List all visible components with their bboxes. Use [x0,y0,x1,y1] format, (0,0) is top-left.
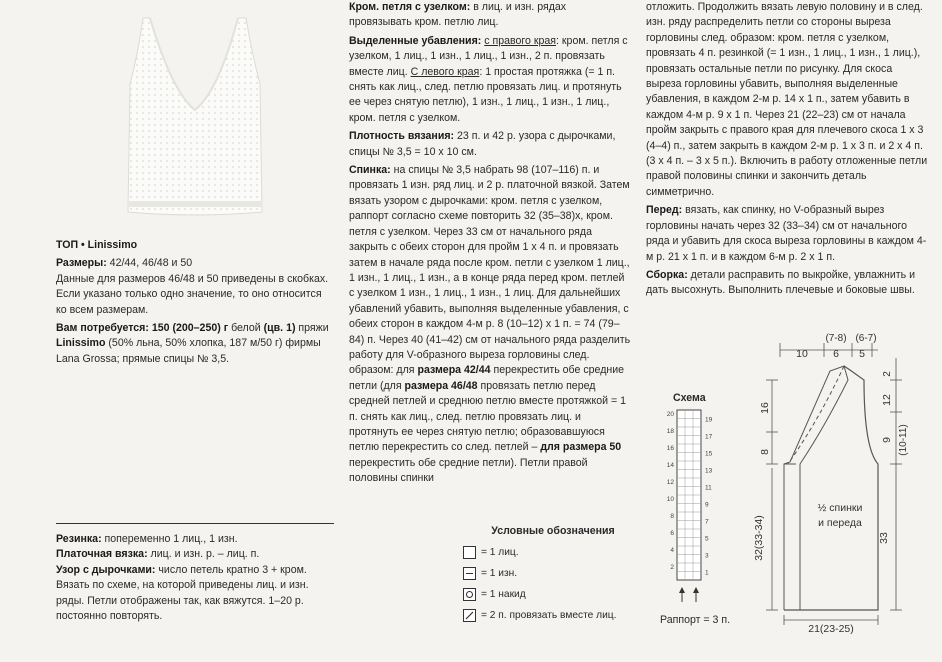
chart-row-number: 11 [705,484,712,492]
back-text-3: провязать петлю перед средней петлей и среднюю петлю вместе протяжкой = 1 п. снять как лиц., след. петлю провязать лиц. и протянуть ее через снятую петлю; образовавшуюся петлю перекрестить со след. петлей – [349,379,627,454]
section-divider [56,523,334,524]
legend-item [463,542,643,563]
materials-column [56,238,334,370]
dim-left-1: 16 [759,402,771,414]
size-2-label: размера 46/48 [404,379,478,392]
gauge-text: 23 п. и 42 р. узора с дырочками, спицы № 3,5 = 10 х 10 см. [349,130,616,158]
sizes-note: Данные для размеров 46/48 и 50 приведены в скобках. Если указано только одно значение, то оно относится ко всем размерам. [56,272,329,316]
stitch-chart [660,405,720,615]
dim-left-3: 32(33-34) [753,515,765,561]
front-label: Перед: [646,204,683,217]
chart-row-number: 18 [666,428,674,435]
chart-row-number: 14 [666,462,674,469]
back-label: Спинка: [349,164,391,177]
back-text-2: перекрестить обе средние петли (для [349,364,625,392]
instructions-column-3 [646,0,930,302]
chart-row-number: 2 [670,564,674,571]
arrow-up-icon [693,587,699,593]
left-edge-label: С левого края [410,65,480,78]
materials-label: Вам потребуется: 150 (200–250) г [56,322,229,335]
dim-left-2: 8 [759,449,771,455]
chart-row-number: 3 [705,552,709,560]
scheme-title: Схема [673,392,706,404]
sizes-value: 42/44, 46/48 и 50 [106,257,193,270]
chart-row-number: 6 [670,530,674,537]
assembly-text: детали расправить по выкройке, увлажнить и дать высохнуть. Выполнить плечевые и боковые швы. [646,268,916,297]
dim-bottom: 21(23-25) [808,623,854,634]
legend-item [463,605,643,626]
chart-row-number: 16 [666,445,674,452]
selvedge-label: Кром. петля с узелком: [349,1,471,13]
rib-text: попеременно 1 лиц., 1 изн. [101,533,238,545]
rib-label: Резинка: [56,533,102,545]
front-text: вязать, как спинку, но V-образный вырез горловины начать через 32 (33–34) см от начального ряда и убавить для скоса выреза горловины в каждом 4-м р. 21 х 1 п. и в каждом 6-м р. 2 х 1 п. [646,204,927,263]
garter-label: Платочная вязка: [56,548,148,561]
color-code: (цв. 1) [263,322,296,335]
body-label-2: и переда [818,517,862,529]
back-text: на спицы № 3,5 набрать 98 (107–116) п. и провязать 1 изн. ряд лиц. и 2 р. платочной вязкой. Затем вязать узором с дырочками: кром. петля с узелком, раппорт согласно схеме повторить 32 (35–38)х, кром. петля с узелком. Через 33 см от начального ряда закрыть с обеих сторон для пройм 1 х 4 п. и провязать затем в начале ряда после кром. петли с узелком 1 лиц., 1 изн., 1 лиц., 1 изн., а в конце ряда перед кром. петлей с узелком 1 изн., 1 лиц., 1 изн., 1 лиц. Для дальнейших убавлений убавить, выполняя выделенные убавления, с обеих сторон в каждом 4-м р. 8 (10–12) х 1 п. = 74 (79–84) п. Через 40 (41–42) см от начального ряда разделить работу для V-образного выреза горловины след. образом: для [349,164,631,377]
dim-right-1: 2 [882,371,893,377]
legend-label: = 1 лиц. [481,547,519,558]
knit-symbol-icon [463,546,476,559]
selvedge-text: в лиц. и изн. рядах провязывать кром. петлю лиц. [349,1,567,29]
lace-text: число петель кратно 3 + кром. Вязать по схеме, на которой приведены лиц. и изн. ряды. Петли отображены так, как вяжутся. 1–20 р. постоянно повторять. [56,563,309,623]
chart-row-number: 7 [705,518,709,526]
chart-row-number: 5 [705,535,709,543]
pattern-diagram [740,328,940,634]
legend-label: = 1 изн. [481,568,518,579]
size-1-label: размера 42/44 [417,364,491,377]
chart-row-number: 8 [670,513,674,520]
chart-row-number: 13 [705,467,713,475]
chart-row-number: 9 [705,501,709,509]
dim-top-neck: 10 [796,348,808,360]
legend-item [463,584,643,605]
yarn-name: Linissimo [56,337,106,350]
legend-label: = 1 накид [481,589,526,600]
legend-title: Условные обозначения [491,525,615,537]
chart-row-number: 4 [670,547,674,554]
gauge-label: Плотность вязания: [349,130,455,143]
materials-text: белой [228,322,264,335]
neckline-text: отложить. Продолжить вязать левую половину и в след. изн. ряду распределить петли со стороны выреза горловины след. образом: кром. петля с узелком, провязать 4 п. резинкой (= 1 изн., 1 лиц., 1 изн., 1 лиц.), провязать остальные петли по рисунку. Для скоса выреза горловины убавить, выполняя выделенные убавления, в каждом 2-м р. 14 х 1 п., затем убавить в каждом 4-м р. 9 х 1 п. Через 21 (22–23) см от начала пройм закрыть с правого края для плечевого скоса 1 х 3 (4–4) п., затем закрыть в каждом 2-м р. 1 х 3 п. и 2 х 4 п. (3 х 4 п. – 3 х 5 п.). Включить в работу отложенные петли правой половины спинки и закончить деталь симметрично. [646,1,928,198]
legend-item [463,563,643,584]
product-title: ТОП • Linissimo [56,239,138,251]
dim-top-label-1: (7-8) [825,333,847,344]
chart-row-number: 12 [666,479,674,486]
dim-top-armhole: 5 [859,348,865,360]
decreases-label: Выделенные убавления: [349,34,482,47]
lace-label: Узор с дырочками: [56,563,156,576]
materials-text-2: пряжи [295,322,329,335]
top-photo [110,14,280,222]
instructions-column-2 [349,0,631,490]
yarn-over-symbol-icon [463,588,476,601]
chart-row-number: 17 [705,433,713,441]
chart-row-number: 20 [666,411,674,418]
dim-right-3: 9 [881,437,893,443]
dim-right-3b: (10-11) [898,424,909,456]
stitches-column [56,532,334,624]
dim-right-2: 12 [881,394,893,406]
garter-text: лиц. и изн. р. – лиц. п. [147,548,260,561]
chart-row-number: 1 [705,569,709,577]
chart-row-number: 19 [705,416,713,424]
right-edge-label: с правого края [484,34,557,47]
legend-label: = 2 п. провязать вместе лиц. [481,610,617,621]
rapport-label: Раппорт = 3 п. [660,614,731,626]
dim-top-label-2: (6-7) [855,333,877,344]
decreases-text-2: : 1 простая протяжка (= 1 п. снять как лиц., след. петлю провязать лиц. и протянуть ее через снятую петлю), 1 изн., 1 лиц., 1 изн., 1 лиц., кром. петля с узелком. [349,65,622,124]
dim-right-4: 33 [878,532,890,544]
k2tog-symbol-icon [463,609,476,622]
materials-text-3: (50% льна, 50% хлопка, 187 м/50 г) фирмы Lana Grossa; прямые спицы № 3,5. [56,337,321,365]
sizes-label: Размеры: [56,257,107,270]
dim-top-shoulder: 6 [833,348,839,360]
size-3-label: для размера 50 [540,441,622,454]
chart-row-number: 10 [666,496,674,503]
back-text-4: перекрестить обе средние петли). Петли правой половины спинки [349,456,588,485]
assembly-label: Сборка: [646,268,688,281]
chart-row-number: 15 [705,450,713,458]
arrow-up-icon [679,587,685,593]
purl-symbol-icon [463,567,476,580]
body-label-1: ½ спинки [817,502,863,514]
decreases-text: : кром. петля с узелком, 1 лиц., 1 изн., 1 лиц., 1 изн., 2 п. провязать вместе лиц. [349,34,628,78]
legend [463,525,643,626]
